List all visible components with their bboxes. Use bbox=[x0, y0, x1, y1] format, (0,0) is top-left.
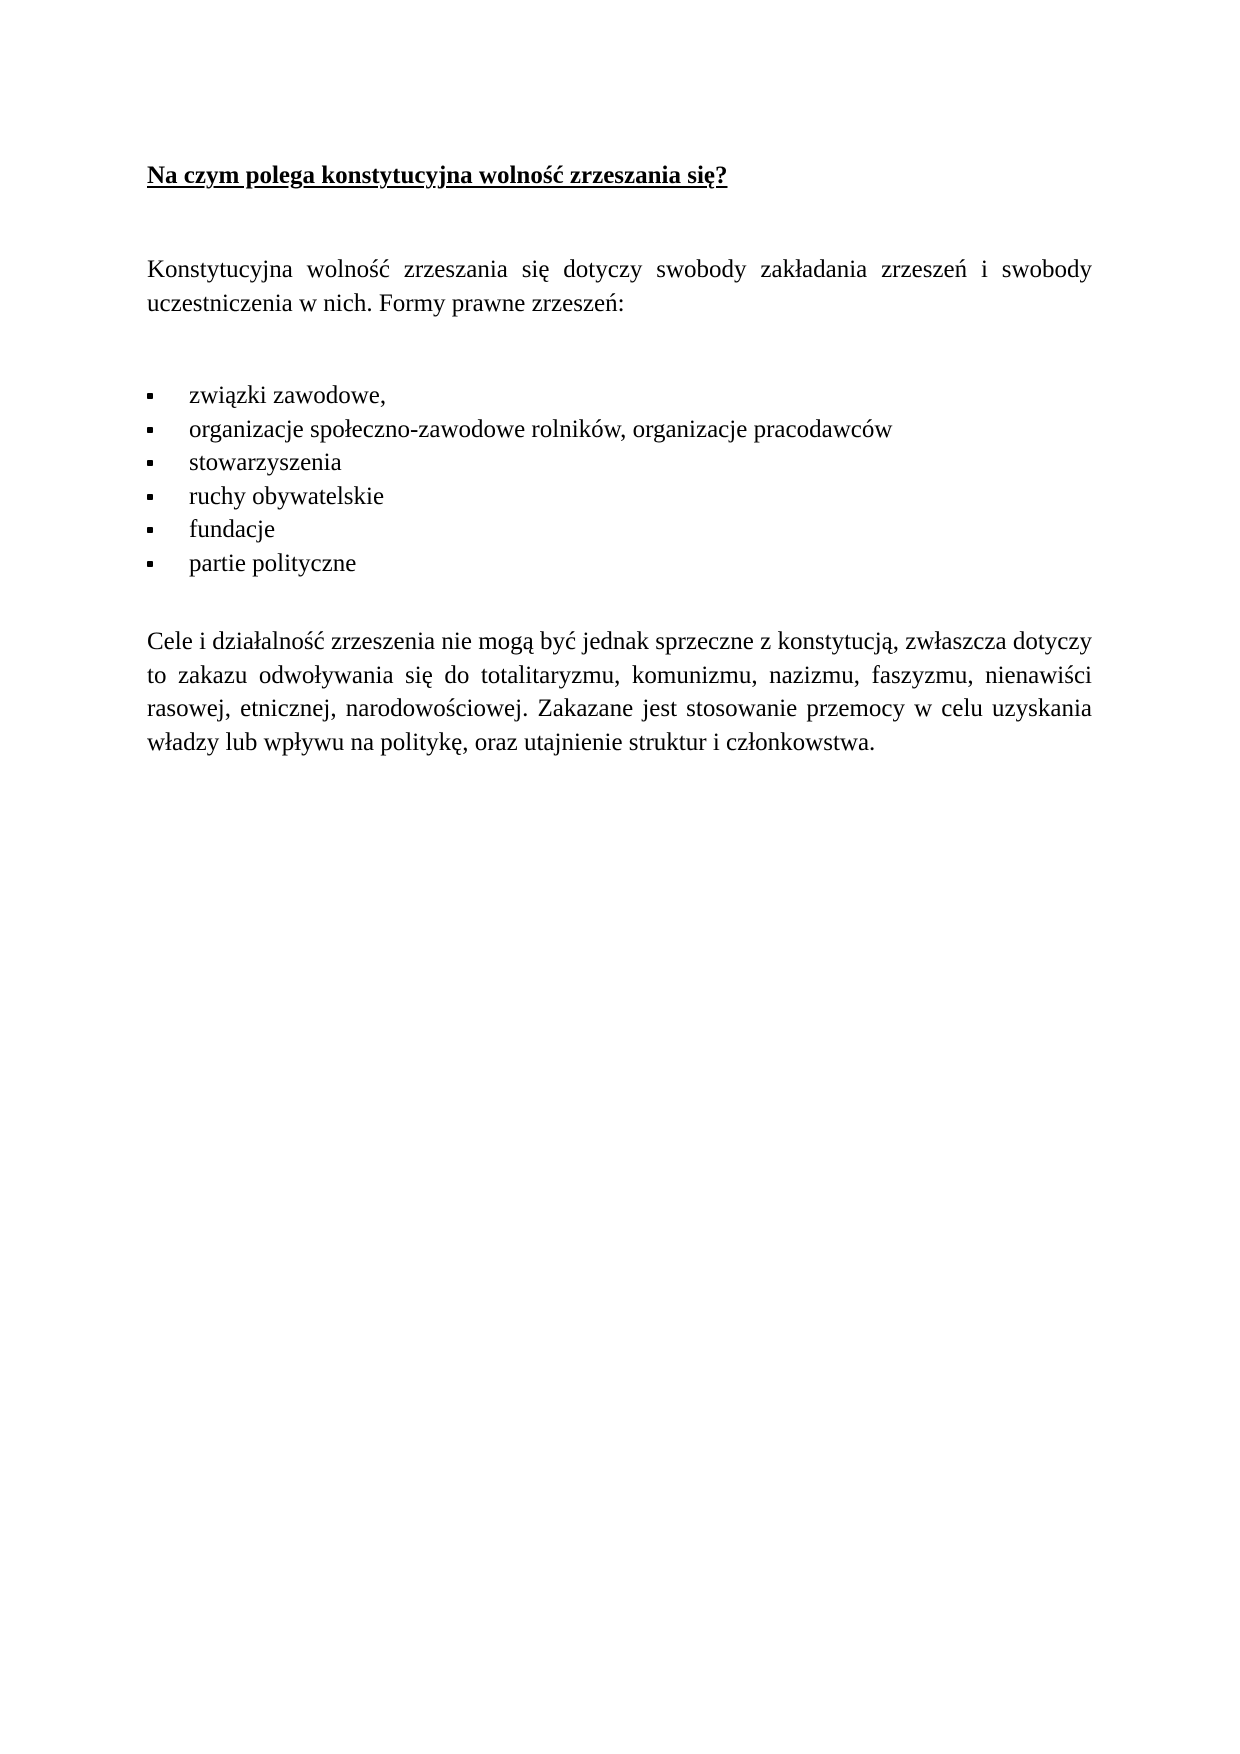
list-item bbox=[147, 547, 1092, 581]
bullet-icon bbox=[147, 427, 153, 433]
page-title: Na czym polega konstytucyjna wolność zrzeszania się? bbox=[147, 162, 728, 189]
bullet-icon bbox=[147, 494, 153, 500]
bullet-icon bbox=[147, 460, 153, 466]
bullet-icon bbox=[147, 527, 153, 533]
list-item-text: partie polityczne bbox=[189, 549, 357, 577]
list-item-text: związki zawodowe, bbox=[189, 382, 387, 409]
list-item-text: ruchy obywatelskie bbox=[189, 482, 385, 510]
list-item-text: organizacje społeczno-zawodowe rolników, organizacje pracodawców bbox=[189, 415, 893, 443]
list-item bbox=[147, 446, 1092, 480]
intro-paragraph: Konstytucyjna wolność zrzeszania się dotyczy swobody zakładania zrzeszeń i swobody uczestniczenia w nich. Formy prawne zrzeszeń: bbox=[147, 256, 1092, 317]
list-item bbox=[147, 379, 1092, 413]
list-item bbox=[147, 480, 1092, 514]
bullet-icon bbox=[147, 393, 153, 399]
list-item-text: fundacje bbox=[189, 516, 276, 543]
list-item bbox=[147, 413, 1092, 447]
list-item-text: stowarzyszenia bbox=[189, 449, 342, 476]
list-item bbox=[147, 513, 1092, 547]
bullet-icon bbox=[147, 561, 153, 567]
closing-paragraph: Cele i działalność zrzeszenia nie mogą być jednak sprzeczne z konstytucją, zwłaszcza dotyczy to zakazu odwoływania się do totalitaryzmu, komunizmu, nazizmu, faszyzmu, nienawiści rasowej, etnicznej, narodowościowej. Zakazane jest stosowanie przemocy w celu uzyskania władzy lub wpływu na politykę, oraz utajnienie struktur i członkowstwa. bbox=[147, 628, 1092, 756]
legal-forms-list bbox=[147, 379, 1092, 580]
